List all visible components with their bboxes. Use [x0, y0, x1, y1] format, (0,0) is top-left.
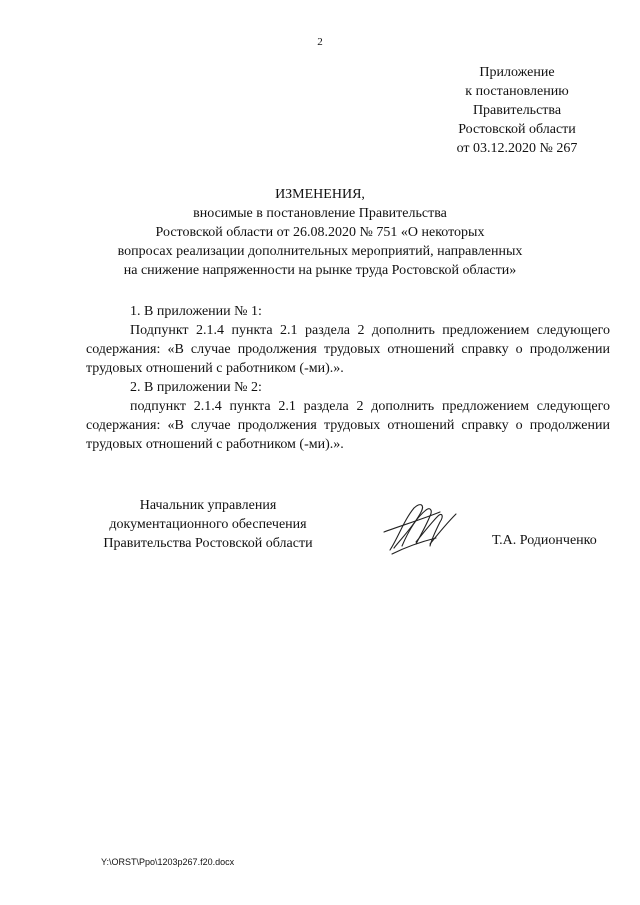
document-title	[60, 185, 580, 280]
appendix-line: Ростовской области	[458, 122, 576, 137]
signatory-name: Т.А. Родионченко	[492, 533, 597, 548]
title-line: Ростовской области от 26.08.2020 № 751 «О некоторых	[155, 225, 485, 240]
appendix-line: к постановлению	[465, 84, 569, 99]
position-line: документационного обеспечения	[109, 517, 307, 532]
title-line: вносимые в постановление Правительства	[193, 206, 447, 221]
appendix-line: от 03.12.2020 № 267	[456, 141, 578, 156]
handwritten-signature	[380, 498, 465, 560]
appendix-line: Приложение	[479, 65, 555, 80]
signatory-position	[88, 496, 328, 553]
page-number: 2	[317, 36, 323, 48]
item-text-first-line: Подпункт 2.1.4 пункта 2.1 раздела 2 дополнить предложением следующего	[130, 323, 610, 338]
position-line: Правительства Ростовской области	[103, 536, 313, 551]
document-body	[86, 302, 610, 454]
position-line: Начальник управления	[139, 498, 277, 513]
title-line: на снижение напряженности на рынке труда Ростовской области»	[123, 263, 517, 278]
item-heading: 1. В приложении № 1:	[130, 304, 262, 319]
item-text: содержания: «В случае продолжения трудовых отношений справку о продолжении трудовых отношений с работником (-ми).».	[86, 342, 610, 376]
title-heading: ИЗМЕНЕНИЯ,	[275, 187, 365, 202]
item-heading: 2. В приложении № 2:	[130, 380, 262, 395]
appendix-line: Правительства	[472, 103, 562, 118]
appendix-header	[447, 63, 587, 158]
item-text-first-line: подпункт 2.1.4 пункта 2.1 раздела 2 дополнить предложением следующего	[130, 399, 610, 414]
item-text: содержания: «В случае продолжения трудовых отношений справку о продолжении трудовых отношений с работником (-ми).».	[86, 418, 610, 452]
file-path: Y:\ORST\Ppo\1203p267.f20.docx	[101, 857, 235, 867]
title-line: вопросах реализации дополнительных мероприятий, направленных	[117, 244, 523, 259]
